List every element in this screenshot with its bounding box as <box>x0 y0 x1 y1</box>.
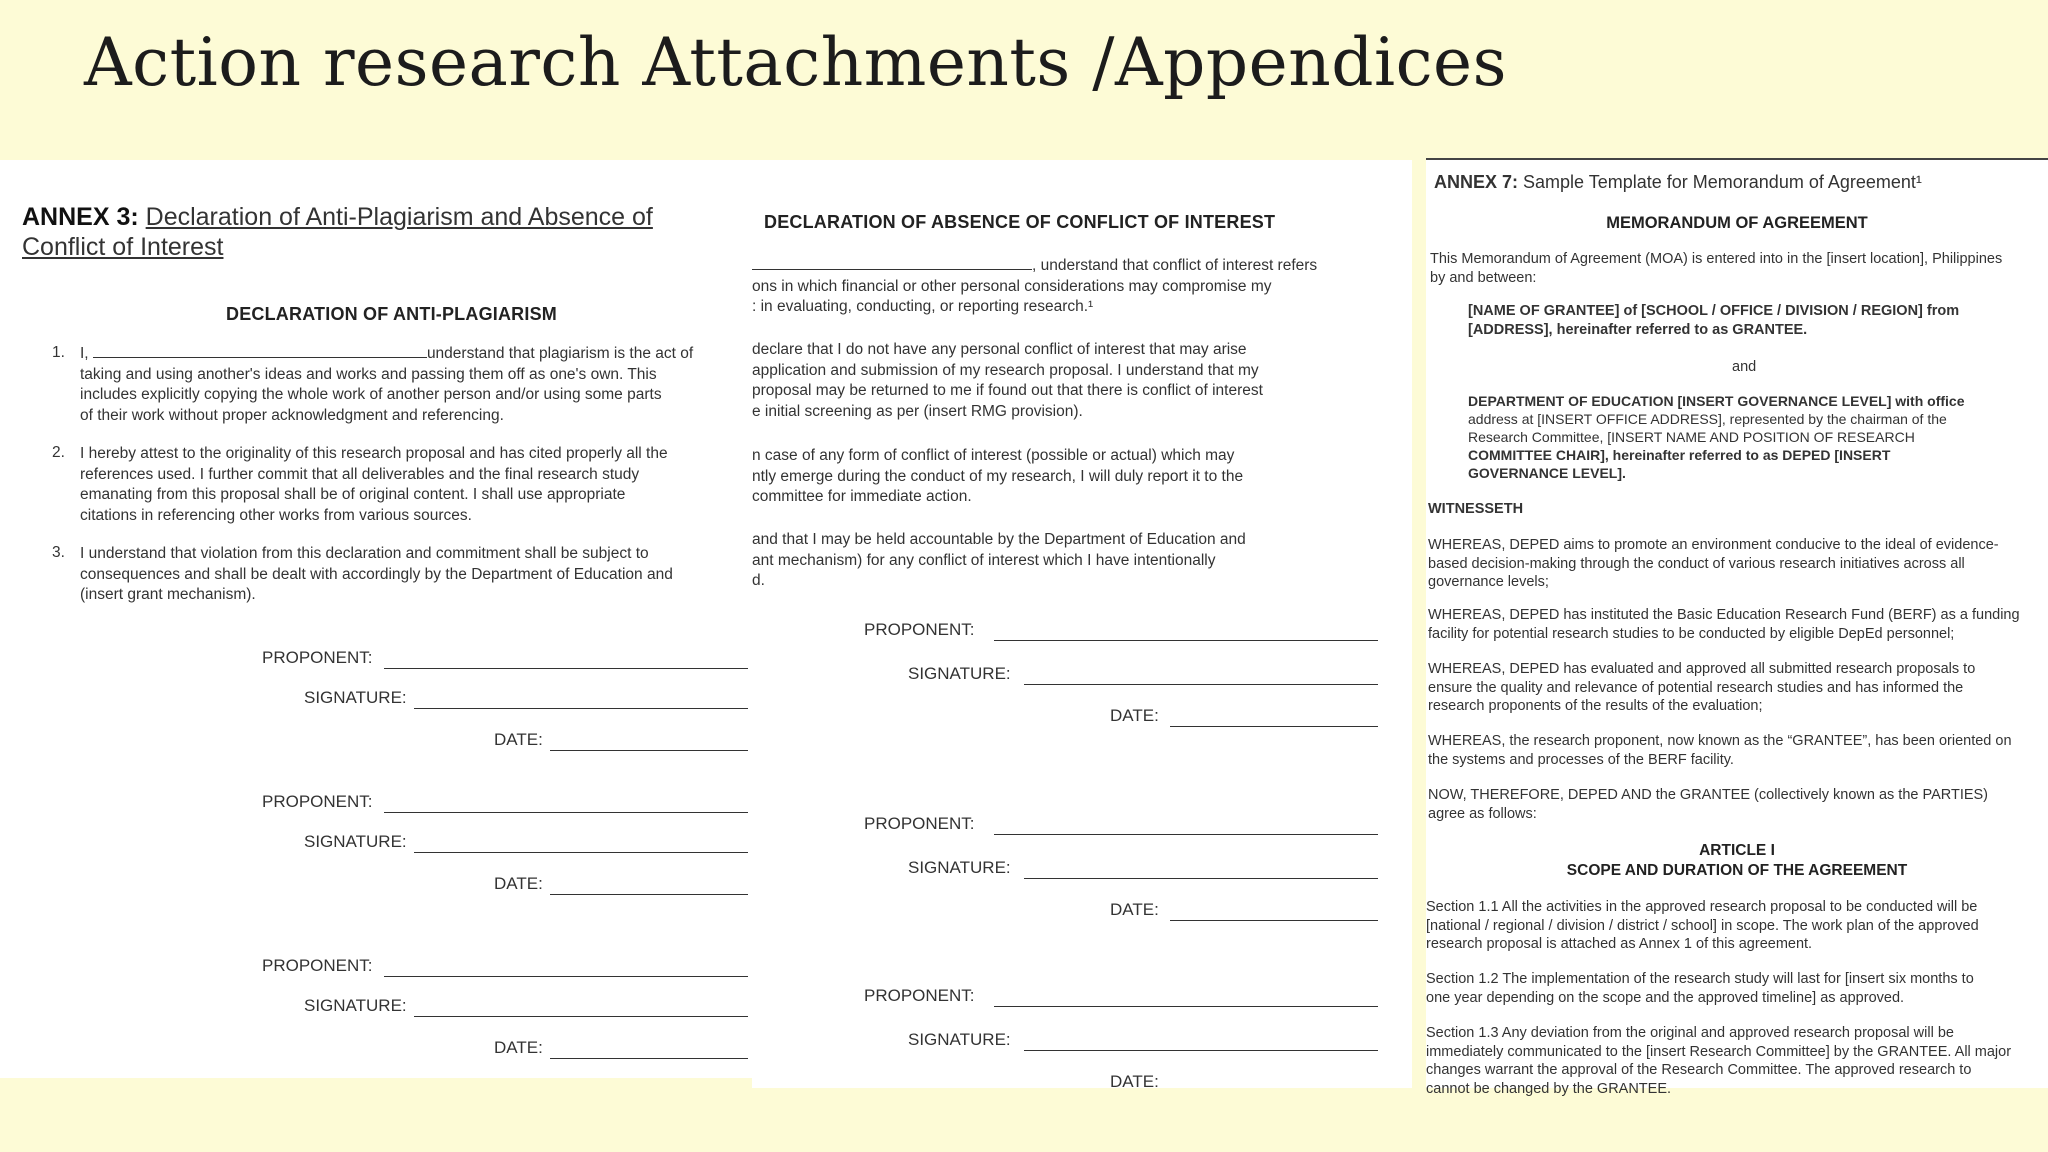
signature-label: SIGNATURE: <box>304 832 407 851</box>
date-line <box>550 1058 748 1059</box>
list-item <box>80 344 693 426</box>
item-prefix: I, <box>80 345 89 362</box>
annex3-heading-line1: Declaration of Anti-Plagiarism and Absence of <box>145 203 653 231</box>
moa-witnesseth: WITNESSETH <box>1428 501 1524 517</box>
item-line: (insert grant mechanism). <box>80 586 256 603</box>
slide-title: Action research Attachments /Appendices <box>84 24 1507 101</box>
moa-line: Research Committee, [INSERT NAME AND POSITION OF RESEARCH <box>1468 429 1915 445</box>
moa-line: NOW, THEREFORE, DEPED AND the GRANTEE (collectively known as the PARTIES) <box>1428 787 1989 803</box>
item-line: emanating from this proposal shall be of original content. I shall use appropriate <box>80 486 626 503</box>
moa-article-subtitle: SCOPE AND DURATION OF THE AGREEMENT <box>1566 862 1908 879</box>
moa-line: one year depending on the scope and the approved timeline] as approved. <box>1426 989 1905 1006</box>
item-line: of their work without proper acknowledgment and referencing. <box>80 406 504 424</box>
conflict-paragraph <box>752 446 1243 508</box>
moa-party-deped <box>1468 392 1965 482</box>
proponent-line <box>994 640 1378 641</box>
signature-line <box>1024 878 1378 879</box>
moa-line: Section 1.1 All the activities in the approved research proposal to be conducted will be <box>1426 899 1978 915</box>
signature-label: SIGNATURE: <box>908 664 1011 683</box>
moa-annex-heading <box>1434 172 1922 193</box>
date-label: DATE: <box>494 730 543 749</box>
signature-line <box>1024 684 1378 685</box>
moa-line: Section 1.2 The implementation of the research study will last for [insert six months to <box>1426 971 1974 987</box>
date-label: DATE: <box>494 1038 543 1057</box>
moa-whereas <box>1428 536 1999 592</box>
moa-line: immediately communicated to the [insert Research Committee] by the GRANTEE. All major <box>1426 1043 2012 1060</box>
moa-line: GOVERNANCE LEVEL]. <box>1468 465 1626 481</box>
moa-article-title: ARTICLE I <box>1699 842 1775 859</box>
item-number: 2. <box>52 444 65 461</box>
moa-line: DEPARTMENT OF EDUCATION [INSERT GOVERNANCE LEVEL] with office <box>1468 393 1965 409</box>
moa-now-therefore <box>1428 786 1988 823</box>
moa-line: WHEREAS, DEPED has evaluated and approved all submitted research proposals to <box>1428 661 1976 677</box>
moa-line: ensure the quality and relevance of potential research studies and has informed the <box>1428 679 1964 696</box>
moa-annex-title: Sample Template for Memorandum of Agreement¹ <box>1523 172 1922 192</box>
moa-line: by and between: <box>1430 269 1537 286</box>
moa-line: [ADDRESS], hereinafter referred to as GRANTEE. <box>1468 321 1808 338</box>
moa-whereas <box>1428 660 1975 716</box>
moa-annex-label: ANNEX 7: <box>1434 172 1519 192</box>
signature-label: SIGNATURE: <box>304 996 407 1015</box>
moa-intro <box>1430 250 2002 287</box>
date-line <box>550 894 748 895</box>
signature-line <box>414 852 748 853</box>
date-label: DATE: <box>1110 1072 1159 1091</box>
conflict-line: and that I may be held accountable by the Department of Education and <box>752 531 1246 548</box>
item-line: includes explicitly copying the whole work of another person and/or using some parts <box>80 386 662 403</box>
moa-line: agree as follows: <box>1428 805 1537 822</box>
signature-label: SIGNATURE: <box>908 858 1011 877</box>
date-line <box>1170 920 1378 921</box>
conflict-line: ant mechanism) for any conflict of interest which I have intentionally <box>752 551 1216 569</box>
moa-line: facility for potential research studies to be conducted by eligible DepEd personnel; <box>1428 625 1955 642</box>
item-line-text: understand that plagiarism is the act of <box>426 345 694 362</box>
moa-line: WHEREAS, DEPED aims to promote an environment conducive to the ideal of evidence- <box>1428 537 1999 553</box>
conflict-line: application and submission of my research proposal. I understand that my <box>752 361 1259 379</box>
conflict-line: d. <box>752 572 765 589</box>
moa-party-grantee <box>1468 302 1959 339</box>
item-number: 3. <box>52 544 65 561</box>
moa-line: This Memorandum of Agreement (MOA) is entered into in the [insert location], Philippines <box>1430 251 2003 267</box>
conflict-line: ntly emerge during the conduct of my research, I will duly report it to the <box>752 467 1244 485</box>
signature-line <box>1024 1050 1378 1051</box>
moa-document <box>1426 158 2048 1097</box>
item-line: consequences and shall be dealt with accordingly by the Department of Education and <box>80 565 673 583</box>
date-line <box>1170 726 1378 727</box>
proponent-label: PROPONENT: <box>262 956 373 975</box>
moa-and: and <box>1732 359 1757 375</box>
moa-line: address at [INSERT OFFICE ADDRESS], represented by the chairman of the <box>1468 411 1947 427</box>
list-item <box>80 544 673 606</box>
moa-line: changes warrant the approval of the Research Committee. The approved research to <box>1426 1062 1972 1078</box>
moa-line: cannot be changed by the GRANTEE. <box>1426 1080 1672 1097</box>
annex3-label: ANNEX 3: <box>22 203 139 231</box>
name-blank <box>752 269 1032 270</box>
moa-line: research proposal is attached as Annex 1 of this agreement. <box>1426 936 1813 952</box>
moa-whereas <box>1428 732 2012 769</box>
conflict-line: proposal may be returned to me if found out that there is conflict of interest <box>752 382 1263 399</box>
conflict-line <box>752 256 1317 277</box>
proponent-line <box>994 1006 1378 1007</box>
proponent-line <box>994 834 1378 835</box>
item-line: I understand that violation from this declaration and commitment shall be subject to <box>80 545 649 562</box>
moa-line: Section 1.3 Any deviation from the original and approved research proposal will be <box>1426 1025 1954 1041</box>
annex3-document <box>0 160 752 1078</box>
conflict-line: n case of any form of conflict of interest (possible or actual) which may <box>752 447 1235 464</box>
annex3-heading-line2: Conflict of Interest <box>22 233 224 261</box>
moa-line: [national / regional / division / district / school] in scope. The work plan of the approved <box>1426 917 1979 934</box>
proponent-label: PROPONENT: <box>864 814 975 833</box>
moa-line: WHEREAS, the research proponent, now known as the “GRANTEE”, has been oriented on <box>1428 733 2012 749</box>
moa-section <box>1426 970 1974 1007</box>
moa-line: the systems and processes of the BERF facility. <box>1428 751 1734 768</box>
item-line <box>80 344 693 365</box>
conflict-line-text: , understand that conflict of interest refers <box>1032 257 1318 274</box>
date-label: DATE: <box>1110 900 1159 919</box>
signature-line <box>414 708 748 709</box>
annex3-heading <box>22 202 653 232</box>
item-number: 1. <box>52 344 65 361</box>
signature-label: SIGNATURE: <box>304 688 407 707</box>
list-item <box>80 444 668 526</box>
date-line <box>550 750 748 751</box>
proponent-label: PROPONENT: <box>262 648 373 667</box>
proponent-line <box>384 668 748 669</box>
conflict-paragraph <box>752 530 1246 592</box>
moa-title: MEMORANDUM OF AGREEMENT <box>1606 214 1868 232</box>
item-line: I hereby attest to the originality of this research proposal and has cited properly all the <box>80 445 668 462</box>
item-line: taking and using another's ideas and works and passing them off as one's own. This <box>80 365 657 383</box>
proponent-line <box>384 976 748 977</box>
moa-line: COMMITTEE CHAIR], hereinafter referred to as DEPED [INSERT <box>1468 447 1891 463</box>
conflict-paragraph <box>752 340 1263 422</box>
conflict-line: declare that I do not have any personal conflict of interest that may arise <box>752 341 1247 358</box>
item-line: citations in referencing other works from various sources. <box>80 506 472 524</box>
moa-whereas <box>1428 606 2020 643</box>
moa-line: based decision-making through the conduct of various research initiatives across all <box>1428 555 1965 572</box>
conflict-line: ons in which financial or other personal considerations may compromise my <box>752 277 1272 295</box>
moa-line: research proponents of the results of the evaluation; <box>1428 698 1763 714</box>
moa-line: governance levels; <box>1428 574 1549 590</box>
conflict-of-interest-document <box>752 160 1412 1091</box>
moa-section <box>1426 898 1979 954</box>
moa-section <box>1426 1024 2011 1098</box>
conflict-line: : in evaluating, conducting, or reporting research.¹ <box>752 298 1094 315</box>
moa-line: [NAME OF GRANTEE] of [SCHOOL / OFFICE / DIVISION / REGION] from <box>1468 303 1960 319</box>
proponent-label: PROPONENT: <box>864 986 975 1005</box>
conflict-title: DECLARATION OF ABSENCE OF CONFLICT OF INTEREST <box>764 212 1276 232</box>
proponent-label: PROPONENT: <box>262 792 373 811</box>
proponent-line <box>384 812 748 813</box>
conflict-line: e initial screening as per (insert RMG provision). <box>752 402 1083 420</box>
date-label: DATE: <box>494 874 543 893</box>
proponent-label: PROPONENT: <box>864 620 975 639</box>
item-line: references used. I further commit that all deliverables and the final research study <box>80 465 640 483</box>
conflict-line: committee for immediate action. <box>752 488 972 505</box>
moa-line: WHEREAS, DEPED has instituted the Basic Education Research Fund (BERF) as a funding <box>1428 607 2020 623</box>
signature-label: SIGNATURE: <box>908 1030 1011 1049</box>
anti-plagiarism-title: DECLARATION OF ANTI-PLAGIARISM <box>226 304 557 324</box>
signature-line <box>414 1016 748 1017</box>
date-label: DATE: <box>1110 706 1159 725</box>
name-blank <box>93 357 427 358</box>
conflict-paragraph <box>752 256 1317 318</box>
